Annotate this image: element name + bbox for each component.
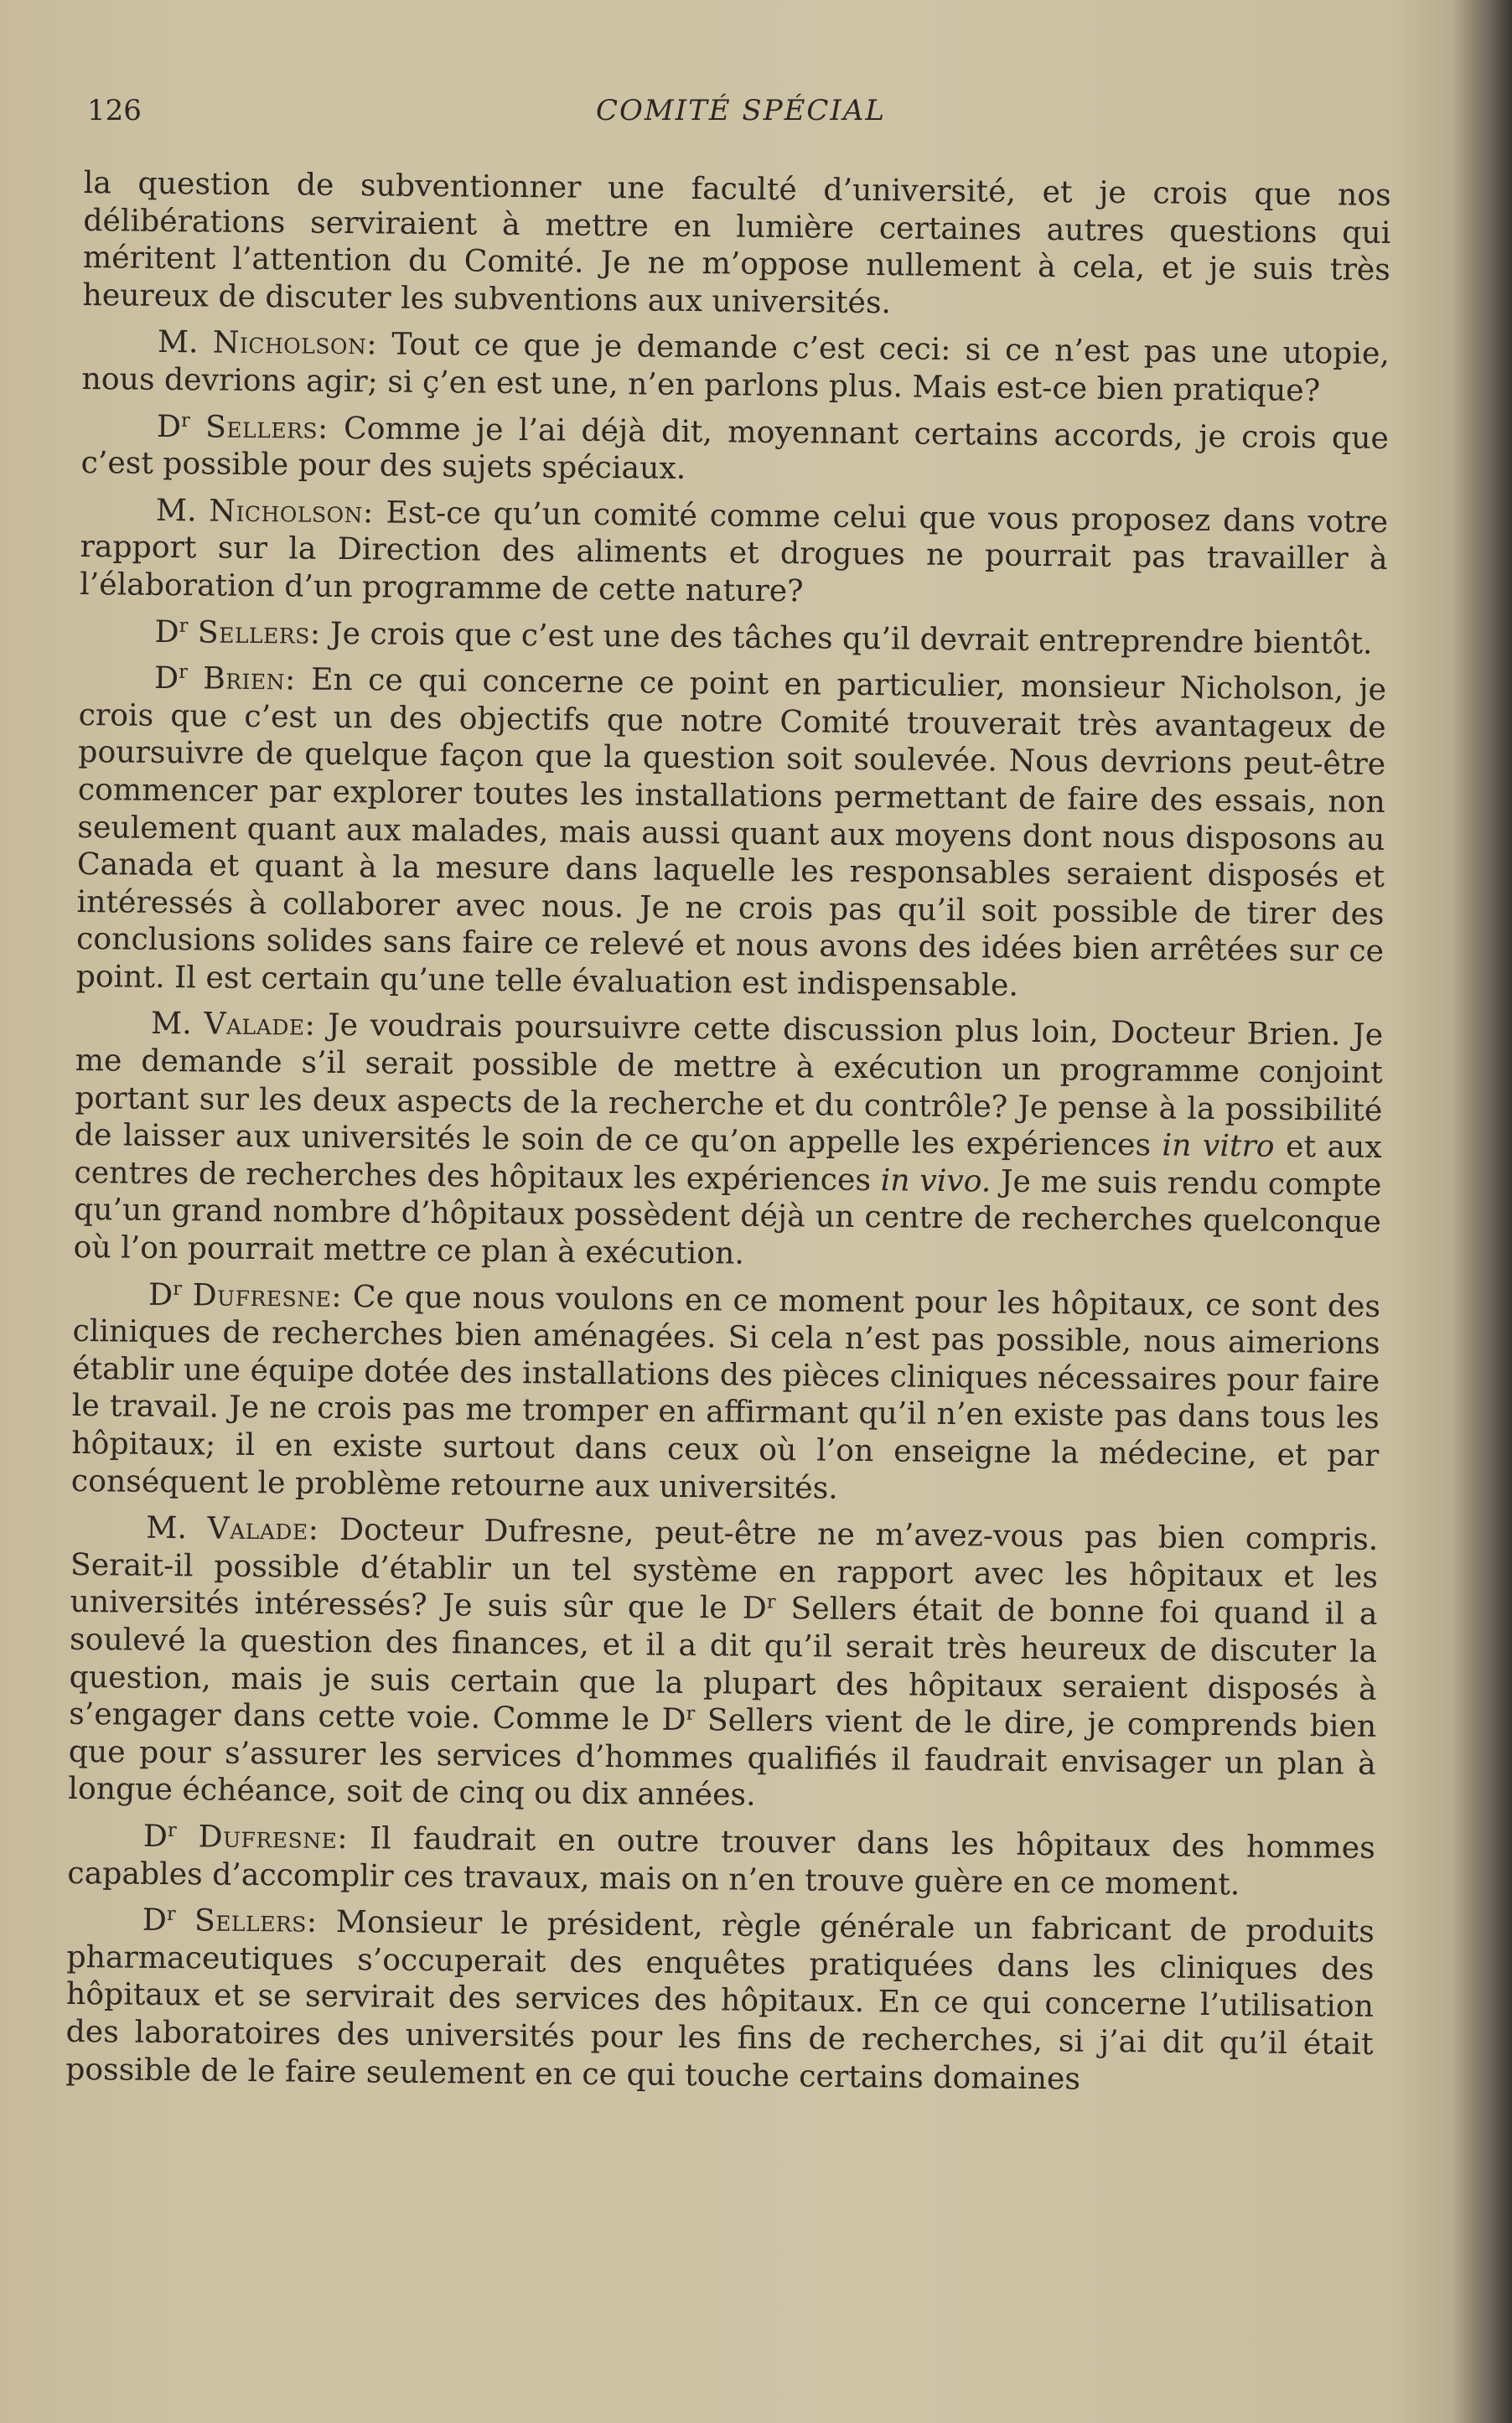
speech-text: Il faudrait en outre trouver dans les hôpitaux des hommes capables d’accomplir ces travaux, mais on n’en trouve guère en ce moment. xyxy=(67,1820,1375,1902)
paragraph: la question de subventionner une faculté d’université, et je crois que nos délibérations serviraient à mettre en lumière certaines autres questions qui méritent l’attention du Comité. Je ne m’oppose nullement à cela, et je suis très heureux de discuter les subventions aux universités. xyxy=(82,164,1391,321)
speech-text: Tout ce que je demande c’est ceci: si ce n’est pas une utopie, nous devrions agir; si ç’en est une, n’en parlons plus. Mais est-ce bien pratique? xyxy=(81,325,1390,409)
speaker-name: Brien: xyxy=(202,660,296,697)
paragraph xyxy=(75,659,1386,1007)
paragraph xyxy=(65,1901,1375,2100)
speaker-title: D xyxy=(156,407,182,444)
speaker-title-superscript: r xyxy=(179,660,189,683)
speaker-name: Nicholson: xyxy=(209,492,374,531)
speaker-name: Sellers: xyxy=(197,613,321,651)
speaker-title-superscript: r xyxy=(166,1903,176,1925)
speaker-name: Dufresne: xyxy=(198,1818,349,1856)
speaker-name: Sellers: xyxy=(194,1902,318,1939)
speaker-title: D xyxy=(153,659,179,696)
speaker-title-superscript: r xyxy=(179,614,189,637)
speech-text: et aux centres de recherches des hôpitaux les expériences xyxy=(74,1127,1383,1199)
speech-text: Ce que nous voulons en ce moment pour les hôpitaux, ce sont des cliniques de recherches bien aménagées. Si cela n’est pas possible, nous aimerions établir une équipe dotée des installations des pièces cliniques nécessaires pour faire le travail. Je ne crois pas me tromper en affirmant qu’il n’en existe pas dans tous les hôpitaux; il en existe surtout dans ceux où l’on enseigne la médecine, et par conséquent le problème retourne aux universités. xyxy=(70,1277,1381,1506)
speech-text: Comme je l’ai déjà dit, moyennant certains accords, je crois que c’est possible pour des sujets spéciaux. xyxy=(80,409,1390,487)
speaker-name: Sellers: xyxy=(205,407,329,446)
speaker-title: M. xyxy=(157,324,199,360)
speaker-title: M. xyxy=(155,491,197,529)
speech-text: Sellers était de bonne foi quand il a soulevé la question des finances, et il a dit qu’il serait très heureux de discuter la question, mais je suis certain que la plupart des hôpitaux seraient disposés à s’engager dans cette voie. Comme le D xyxy=(69,1590,1378,1738)
page-number: 126 xyxy=(87,94,142,127)
paragraph xyxy=(79,613,1386,663)
speech-text: Docteur Dufresne, peut-être ne m’avez-vous pas bien compris. Serait-il possible d’établir un tel système en rapport avec les hôpitaux et les universités intéressés? Je suis sûr que le D xyxy=(70,1510,1379,1627)
paragraph xyxy=(80,407,1389,494)
paragraph xyxy=(67,1817,1375,1904)
speech-text: En ce qui concerne ce point en particulier, monsieur Nicholson, je crois que c’est un des objectifs que notre Comité trouverait très avantageux de poursuivre de quelque façon que la question soit soulevée. Nous devrions peut-être commencer par explorer toutes les installations permettant de faire des essais, non seulement quant aux malades, mais aussi quant aux moyens dont nous disposons au Canada et quant à la mesure dans laquelle les responsables seraient disposés et intéressés à collaborer avec nous. Je ne crois pas qu’il soit possible de tirer des conclusions solides sans faire ce relevé et nous avons des idées bien arrêtées sur ce point. Il est certain qu’une telle évaluation est indispensable. xyxy=(75,660,1387,1003)
title-superscript: r xyxy=(686,1702,696,1725)
speaker-name: Valade: xyxy=(204,1005,316,1043)
speaker-title: M. xyxy=(146,1509,188,1546)
speech-text: Est-ce qu’un comité comme celui que vous proposez dans votre rapport sur la Direction des aliments et drogues ne pourrait pas travailler à l’élaboration d’un programme de cette nature? xyxy=(79,494,1389,609)
speech-text: Je crois que c’est une des tâches qu’il devrait entreprendre bientôt. xyxy=(320,614,1373,661)
speaker-title-superscript: r xyxy=(173,1277,183,1300)
speaker-name: Nicholson: xyxy=(212,324,378,362)
speaker-title-superscript: r xyxy=(180,409,190,432)
speaker-title: D xyxy=(142,1901,168,1939)
speech-text: Sellers vient de le dire, je comprends bien que pour s’assurer les services d’hommes qualifiés il faudrait envisager un plan à longue échéance, soit de cinq ou dix années. xyxy=(68,1701,1377,1814)
paragraph xyxy=(71,1276,1380,1513)
speaker-title: D xyxy=(148,1276,173,1312)
speaker-title: D xyxy=(142,1817,168,1854)
running-title: COMITÉ SPÉCIAL xyxy=(595,94,886,127)
speech-text: Monsieur le président, règle générale un fabricant de produits pharmaceutiques s’occuperait des enquêtes pratiquées dans les cliniques des hôpitaux et se servirait des services des hôpitaux. En ce qui concerne l’utilisation des laboratoires des universités pour les fins de recherches, si j’ai dit qu’il était possible de le faire seulement en ce qui touche certains domaines xyxy=(65,1903,1375,2097)
speaker-title: D xyxy=(154,613,179,650)
transcript-body xyxy=(65,164,1391,2110)
speech-text: Je voudrais poursuivre cette discussion plus loin, Docteur Brien. Je me demande s’il serait possible de mettre à exécution un programme conjoint portant sur les deux aspects de la recherche et du contrôle? Je pense à la possibilité de laisser aux universités le soin de ce qu’on appelle les expériences xyxy=(74,1007,1384,1163)
paragraph xyxy=(81,323,1390,410)
speaker-name: Valade: xyxy=(207,1509,319,1547)
italic-term: in vivo. xyxy=(880,1162,992,1199)
page-header xyxy=(87,91,1395,141)
italic-term: in vitro xyxy=(1162,1126,1275,1164)
speaker-title-superscript: r xyxy=(167,1819,177,1841)
paragraph xyxy=(68,1509,1378,1820)
speech-text: Je me suis rendu compte qu’un grand nombre d’hôpitaux possèdent déjà un centre de recherches quelconque où l’on pourrait mettre ce plan à exécution. xyxy=(73,1162,1382,1271)
paragraph xyxy=(73,1004,1383,1278)
paragraph xyxy=(80,491,1388,616)
title-superscript: r xyxy=(766,1591,776,1614)
speaker-name: Dufresne: xyxy=(192,1276,343,1314)
speaker-title: M. xyxy=(150,1005,192,1042)
